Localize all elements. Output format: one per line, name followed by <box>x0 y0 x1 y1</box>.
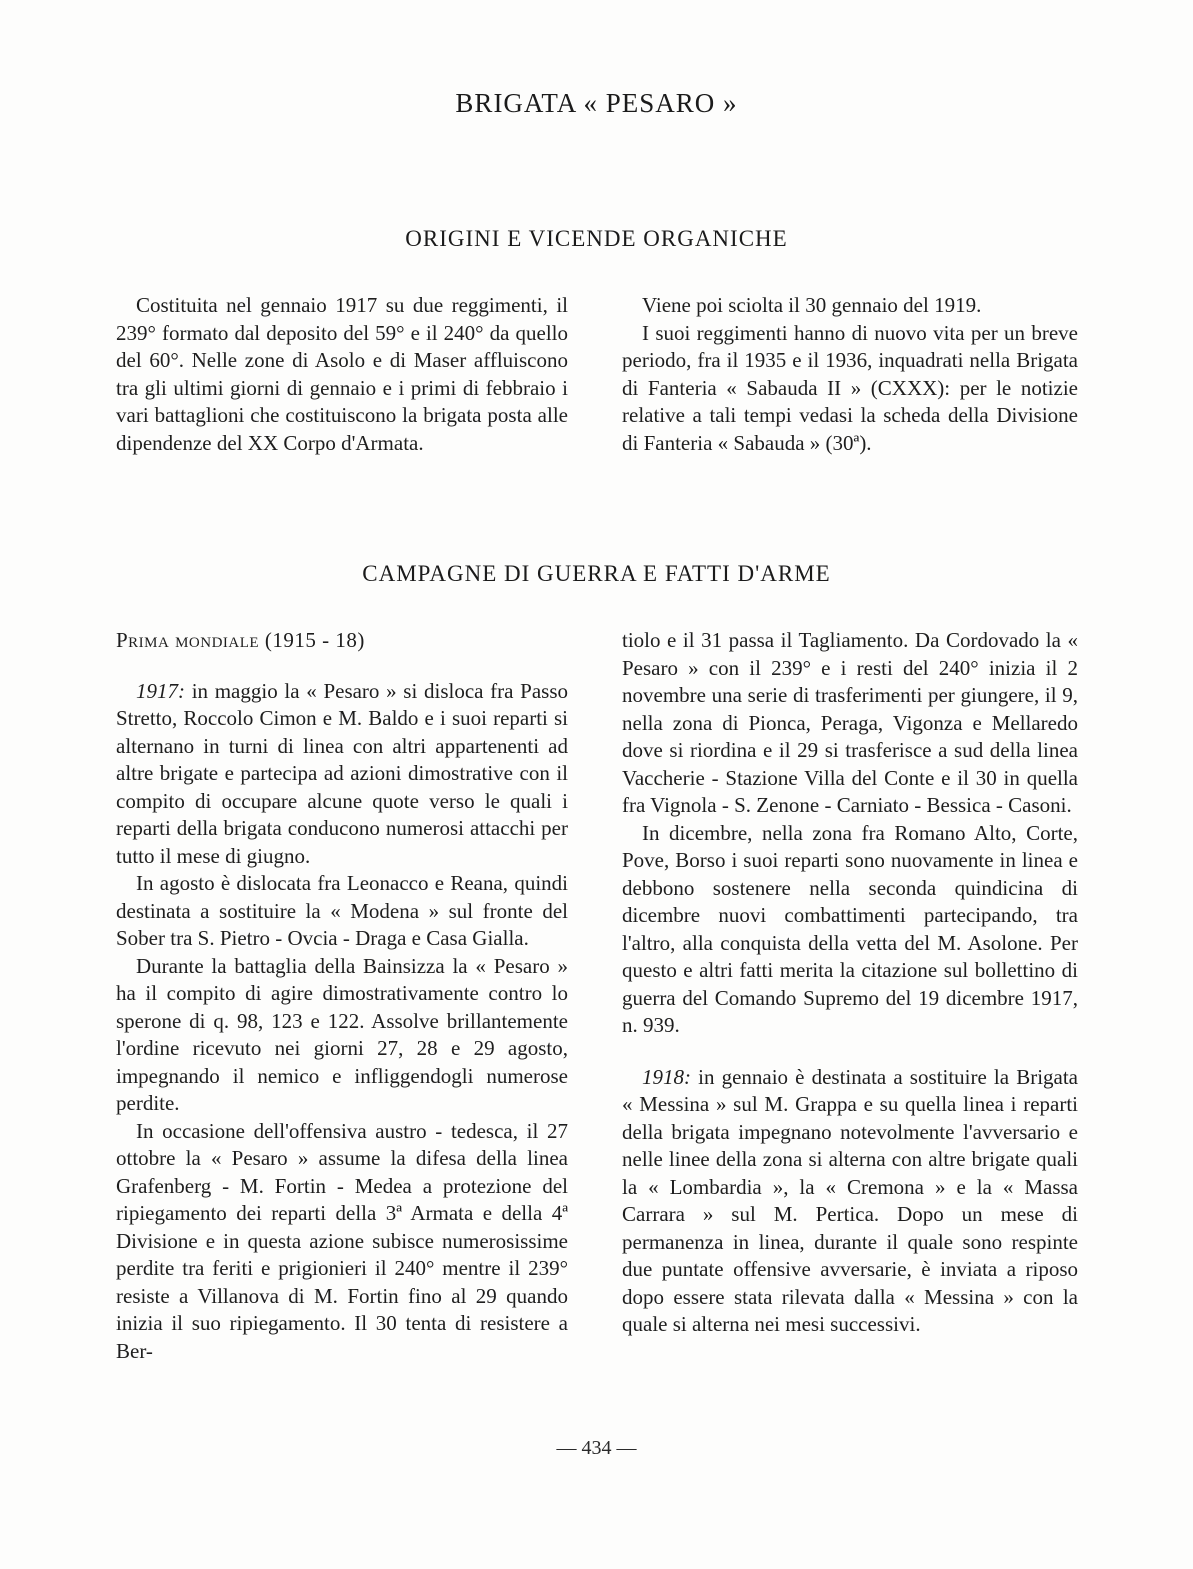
paragraph: In agosto è dislocata fra Leonacco e Reana, quindi destinata a sostituire la « Modena » sul fronte del Sober tra S. Pietro - Ovcia - Draga e Casa Gialla. <box>116 871 568 950</box>
campaigns-left-column <box>116 627 568 1365</box>
paragraph-text: in gennaio è destinata a sostituire la Brigata « Messina » sul M. Grappa e su quella linea i reparti della brigata impegnano notevolmente l'avversario e nelle linee della zona si alterna con altre brigate quali la « Lombardia », la « Cremona » e la « Massa Carrara » sul M. Pertica. Dopo un mese di permanenza in linea, durante il quale sono respinte due puntate offensive avversarie, è inviata a riposo dopo essere stata rilevata dalla « Messina » con la quale si alterna nei mesi successivi. <box>622 1064 1078 1336</box>
paragraph: I suoi reggimenti hanno di nuovo vita per un breve periodo, fra il 1935 e il 1936, inquadrati nella Brigata di Fanteria « Sabauda II » (CXXX): per le notizie relative a tali tempi vedasi la scheda della Divisione di Fanteria « Sabauda » (30ª). <box>622 320 1078 455</box>
section-heading-campaigns: CAMPAGNE DI GUERRA E FATTI D'ARME <box>362 561 831 586</box>
campaigns-right-column <box>622 627 1078 1339</box>
origins-left-column <box>116 292 568 457</box>
paragraph: In occasione dell'offensiva austro - tedesca, il 27 ottobre la « Pesaro » assume la difesa della linea Grafenberg - M. Fortin - Medea a protezione del ripiegamento dei reparti della 3ª Armata e della 4ª Divisione e in questa azione subisce numerosissime perdite tra feriti e prigionieri il 240° mentre il 239° resiste a Villanova di M. Fortin fino al 29 quando inizia il suo ripiegamento. Il 30 tenta di resistere a Ber- <box>116 1118 568 1363</box>
paragraph-continued: tiolo e il 31 passa il Tagliamento. Da Cordovado la « Pesaro » con il 239° e i resti del 240° inizia il 2 novembre una serie di trasferimenti per giungere, il 9, nella zona di Pionca, Peraga, Vigonza e Mellaredo dove si riordina e il 29 si trasferisce a sud della linea Vaccherie - Stazione Villa del Conte e il 30 in quella fra Vignola - S. Zenone - Carniato - Bessica - Casoni. <box>622 628 1078 817</box>
year-label-1918: 1918: <box>642 1064 691 1089</box>
paragraph: Durante la battaglia della Bainsizza la « Pesaro » ha il compito di agire dimostrativamente contro lo sperone di q. 98, 123 e 122. Assolve brillantemente l'ordine ricevuto nei giorni 27, 28 e 29 agosto, impegnando il nemico e infliggendogli numerose perdite. <box>116 953 568 1115</box>
paragraph: Viene poi sciolta il 30 gennaio del 1919. <box>642 293 982 317</box>
paragraph: In dicembre, nella zona fra Romano Alto, Corte, Pove, Borso i suoi reparti sono nuovamente in linea e debbono sostenere nella seconda quindicina di dicembre nuovi combattimenti partecipando, tra l'altro, alla conquista della vetta del M. Asolone. Per questo e altri fatti merita la citazione sul bollettino di guerra del Comando Supremo del 19 dicembre 1917, n. 939. <box>622 820 1078 1037</box>
subheading-first-world-war: Prima mondiale (1915 - 18) <box>116 628 365 652</box>
page-title: BRIGATA « PESARO » <box>455 88 738 118</box>
paragraph-text: in maggio la « Pesaro » si disloca fra Passo Stretto, Roccolo Cimon e M. Baldo e i suoi reparti si alternano in turni di linea con altri appartenenti ad altre brigate e partecipa ad azioni dimostrative con il compito di occupare alcune quote verso le quali i reparti della brigata conducono numerosi attacchi per tutto il mese di giugno. <box>116 678 569 868</box>
origins-right-column <box>622 292 1078 457</box>
paragraph-1918 <box>622 1064 1078 1339</box>
page-number: — 434 — <box>556 1437 637 1459</box>
paragraph-1917 <box>116 678 568 871</box>
paragraph: Costituita nel gennaio 1917 su due reggimenti, il 239° formato dal deposito del 59° e il 240° da quello del 60°. Nelle zone di Asolo e di Maser affluiscono tra gli ultimi giorni di gennaio e i primi di febbraio i vari battaglioni che costituiscono la brigata posta alle dipendenze del XX Corpo d'Armata. <box>116 293 568 455</box>
section-heading-origins: ORIGINI E VICENDE ORGANICHE <box>405 226 788 251</box>
year-label-1917: 1917: <box>136 678 185 703</box>
